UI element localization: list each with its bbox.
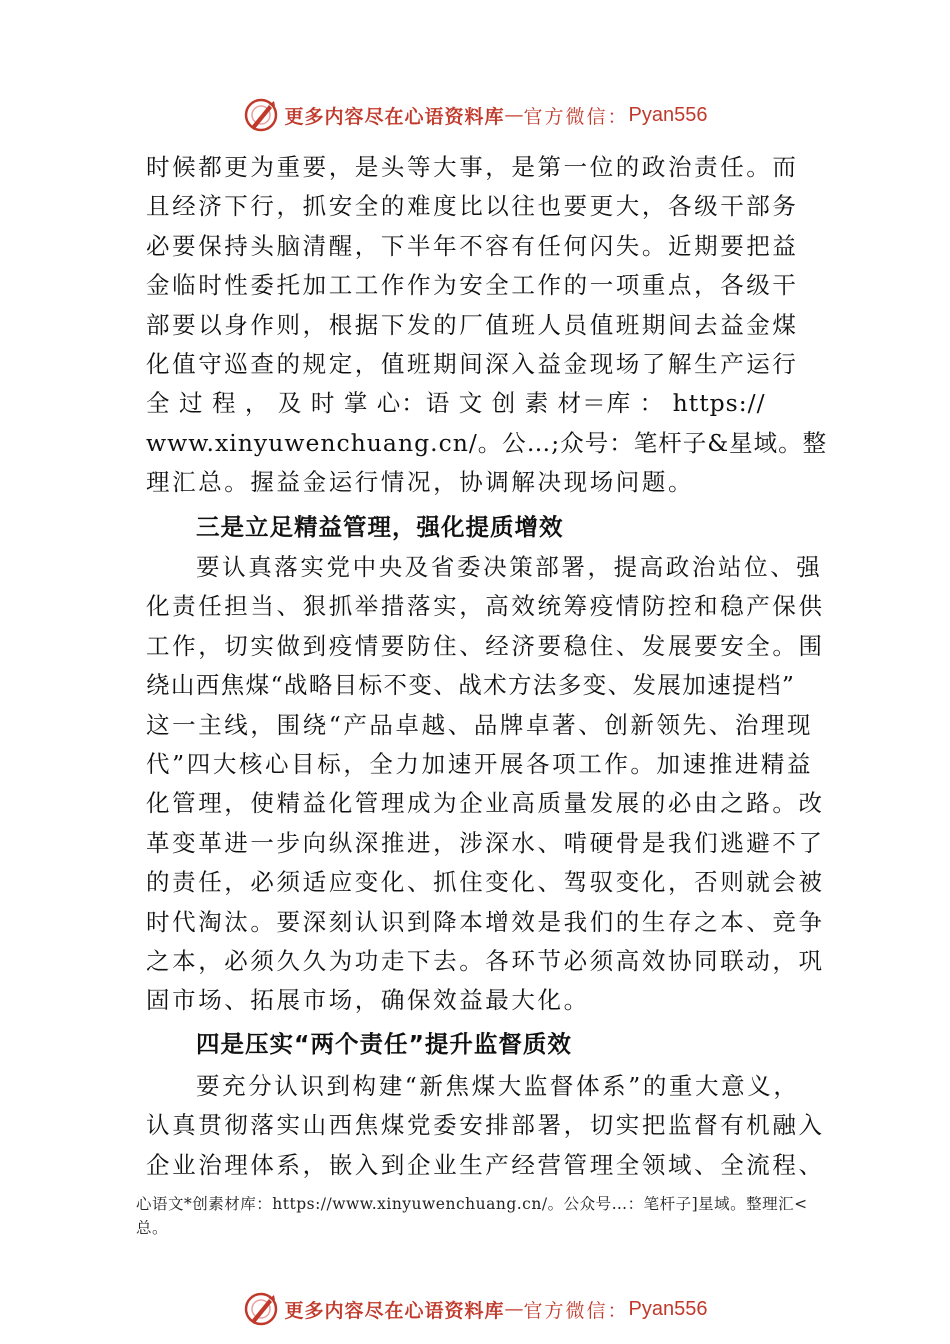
banner-wechat-label: 官方微信： (523, 105, 629, 128)
text-line: 部要以身作则，根据下发的厂值班人员值班期间去益金煤 (146, 310, 799, 339)
banner-dash: — (504, 1298, 524, 1320)
text-line: 要认真落实党中央及省委决策部署，提高政治站位、强 (196, 553, 823, 581)
banner-dash: — (504, 104, 524, 126)
banner-title: 更多内容尽在心语资料库 (284, 1299, 505, 1322)
text-line: 化责任担当、狠抓举措落实，高效统筹疫情防控和稳产保供 (146, 592, 825, 621)
paragraph-2 (146, 548, 825, 1021)
text-line: 化管理，使精益化管理成为企业高质量发展的必由之路。改 (146, 789, 825, 818)
pen-logo-icon (243, 97, 279, 133)
text-line: 绕山西焦煤“战略目标不变、战术方法多变、发展加速提档” (146, 671, 796, 700)
banner-wechat-id: Pyan556 (628, 103, 708, 126)
text-line: 固市场、拓展市场，确保效益最大化。 (146, 986, 590, 1015)
top-banner (0, 90, 950, 140)
section-heading-3: 三是立足精益管理，强化提质增效 (196, 513, 564, 541)
pen-logo-icon (243, 1291, 279, 1327)
paragraph-1 (146, 148, 828, 503)
banner-wechat-id: Pyan556 (628, 1297, 708, 1320)
text-line: 代”四大核心目标，全力加速开展各项工作。加速推进精益 (146, 750, 814, 779)
text-line: 化值守巡查的规定，值班期间深入益金现场了解生产运行 (146, 350, 799, 379)
text-line: www.xinyuwenchuang.cn/。公…;众号：笔杆子&星域。整 (146, 428, 828, 457)
text-line: 工作，切实做到疫情要防住、经济要稳住、发展要安全。围 (146, 631, 825, 660)
text-line: 要充分认识到构建“新焦煤大监督体系”的重大意义， (196, 1072, 800, 1100)
text-line: 企业治理体系，嵌入到企业生产经营管理全领域、全流程、 (146, 1150, 825, 1179)
text-line: 这一主线，围绕“产品卓越、品牌卓著、创新领先、治理现 (146, 710, 814, 739)
footer-note-line: 总。 (136, 1219, 169, 1237)
text-line: 认真贯彻落实山西焦煤党委安排部署，切实把监督有机融入 (146, 1111, 825, 1140)
text-line: 之本，必须久久为功走下去。各环节必须高效协同联动，巩 (146, 947, 825, 976)
text-line: 革变革进一步向纵深推进，涉深水、啃硬骨是我们逃避不了 (146, 828, 825, 857)
text-line: 且经济下行，抓安全的难度比以往也要更大，各级干部务 (146, 192, 799, 221)
text-line: 金临时性委托加工工作作为安全工作的一项重点，各级干 (146, 271, 799, 300)
banner-wechat-label: 官方微信： (523, 1299, 629, 1322)
text-line: 全 过 程 ， 及 时 掌 心：语 文 创 素 材＝库 ： https:// (146, 389, 766, 418)
bottom-banner (0, 1284, 950, 1334)
section-heading-4: 四是压实“两个责任”提升监督质效 (196, 1030, 572, 1058)
text-line: 理汇总。握益金运行情况，协调解决现场问题。 (146, 468, 695, 497)
footer-note-line: 心语文*创素材库：https://www.xinyuwenchuang.cn/。公众号…：笔杆子]星域。整理汇< (136, 1195, 808, 1213)
banner-title: 更多内容尽在心语资料库 (284, 105, 505, 128)
paragraph-3 (146, 1067, 825, 1185)
text-line: 时代淘汰。要深刻认识到降本增效是我们的生存之本、竞争 (146, 907, 825, 936)
text-line: 必要保持头脑清醒，下半年不容有任何闪失。近期要把益 (146, 231, 799, 260)
text-line: 的责任，必须适应变化、抓住变化、驾驭变化，否则就会被 (146, 868, 825, 897)
footer-note (136, 1192, 826, 1240)
text-line: 时候都更为重要，是头等大事，是第一位的政治责任。而 (146, 153, 799, 181)
